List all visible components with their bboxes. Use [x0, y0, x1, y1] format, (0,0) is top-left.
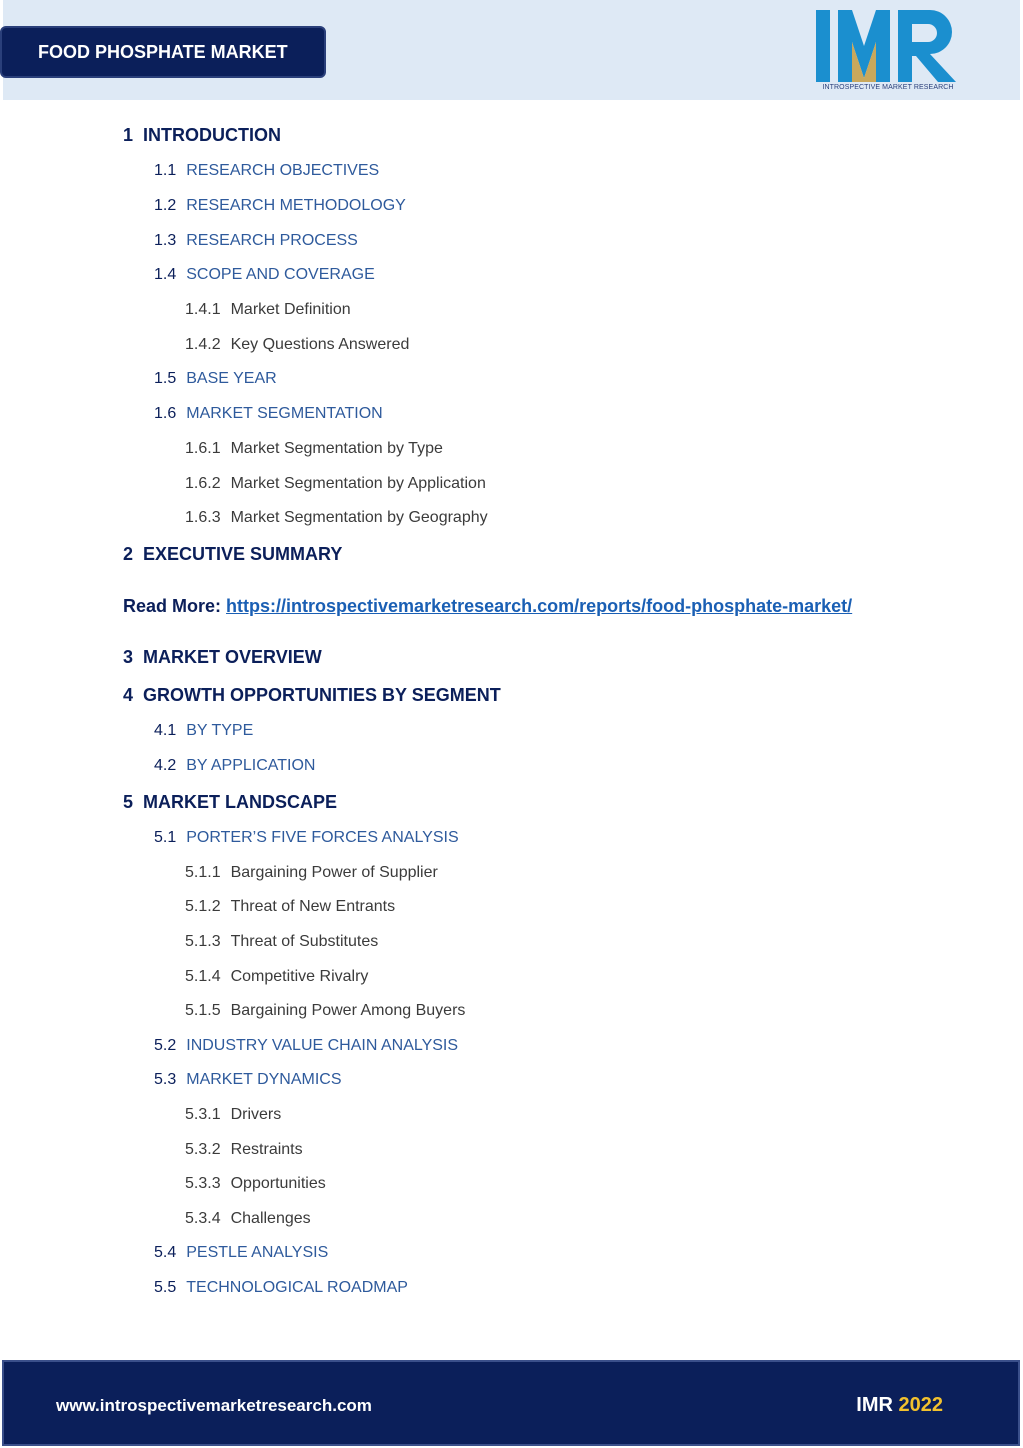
toc-item — [185, 440, 443, 458]
toc-item-label: GROWTH OPPORTUNITIES BY SEGMENT — [143, 685, 501, 705]
toc-item-label: Market Segmentation by Type — [230, 440, 443, 457]
toc-item — [154, 829, 459, 847]
toc-item — [185, 336, 409, 354]
toc-item-label: EXECUTIVE SUMMARY — [143, 544, 343, 564]
toc-item-label: TECHNOLOGICAL ROADMAP — [186, 1279, 408, 1296]
toc-item — [154, 370, 277, 388]
toc-item-label: RESEARCH OBJECTIVES — [186, 162, 380, 179]
toc-item — [185, 864, 438, 882]
toc-item — [154, 197, 406, 215]
toc-item — [185, 933, 378, 951]
toc-item — [185, 1002, 465, 1020]
toc-item-number: 2 — [123, 544, 134, 564]
toc-item-label: Competitive Rivalry — [230, 968, 369, 985]
toc-item-number: 4 — [123, 685, 134, 705]
toc-item-number: 1.6.2 — [185, 475, 221, 492]
toc-item-number: 1.2 — [154, 197, 177, 214]
footer-brand — [856, 1394, 943, 1417]
toc-item-label: MARKET SEGMENTATION — [186, 405, 383, 422]
footer-website[interactable]: www.introspectivemarketresearch.com — [56, 1396, 372, 1415]
toc-item-number: 1.3 — [154, 232, 177, 249]
toc-item-label: MARKET OVERVIEW — [143, 647, 322, 667]
toc-item — [123, 125, 281, 146]
toc-item — [154, 1071, 342, 1089]
toc-item — [185, 1106, 281, 1124]
toc-item — [154, 266, 375, 284]
toc-item-number: 5.3.4 — [185, 1210, 221, 1227]
toc-item — [185, 1175, 326, 1193]
toc-item-label: RESEARCH METHODOLOGY — [186, 197, 406, 214]
toc-item-label: Challenges — [230, 1210, 311, 1227]
toc-item-label: BY APPLICATION — [186, 757, 316, 774]
toc-item — [185, 1210, 311, 1228]
toc-item-number: 5.4 — [154, 1244, 177, 1261]
toc-item-label: Threat of Substitutes — [230, 933, 379, 950]
toc-item-number: 1.6.3 — [185, 509, 221, 526]
toc-item-number: 5.3.2 — [185, 1141, 221, 1158]
toc-item — [185, 1141, 303, 1159]
toc-item-label: Drivers — [230, 1106, 282, 1123]
footer-brand-name: IMR — [856, 1394, 893, 1416]
toc-item — [185, 898, 395, 916]
read-more-link[interactable]: https://introspectivemarketresearch.com/reports/food-phosphate-market/ — [226, 596, 853, 616]
toc-item-number: 1.6.1 — [185, 440, 221, 457]
toc-item — [123, 647, 322, 668]
read-more-label: Read More: — [123, 596, 222, 616]
toc-item-number: 5 — [123, 792, 134, 812]
toc-item-number: 5.1.4 — [185, 968, 221, 985]
toc-item — [154, 1037, 458, 1055]
toc-item — [154, 1279, 408, 1297]
toc-item — [123, 792, 337, 813]
toc-item-number: 1 — [123, 125, 134, 145]
toc-item — [185, 968, 368, 986]
toc-item-number: 5.1.2 — [185, 898, 221, 915]
toc-item-label: Market Segmentation by Geography — [230, 509, 488, 526]
toc-item-label: BY TYPE — [186, 722, 254, 739]
toc-item-number: 5.2 — [154, 1037, 177, 1054]
toc-item-label: PESTLE ANALYSIS — [186, 1244, 329, 1261]
toc-item-number: 5.5 — [154, 1279, 177, 1296]
toc-item-number: 1.1 — [154, 162, 177, 179]
toc-item-number: 5.1.5 — [185, 1002, 221, 1019]
toc-item-label: Opportunities — [230, 1175, 326, 1192]
toc-item-label: Threat of New Entrants — [230, 898, 396, 915]
read-more — [123, 596, 852, 617]
toc-item — [154, 1244, 328, 1262]
toc-item-number: 3 — [123, 647, 134, 667]
toc-item-label: Restraints — [230, 1141, 303, 1158]
toc-item-label: BASE YEAR — [186, 370, 277, 387]
toc-item-number: 5.1 — [154, 829, 177, 846]
toc-item — [154, 722, 253, 740]
toc-item-number: 1.4.2 — [185, 336, 221, 353]
toc-item-label: INDUSTRY VALUE CHAIN ANALYSIS — [186, 1037, 459, 1054]
toc-item-label: INTRODUCTION — [143, 125, 282, 145]
footer — [2, 1360, 1020, 1446]
toc-item — [154, 232, 358, 250]
toc-item-label: Bargaining Power Among Buyers — [230, 1002, 466, 1019]
toc-item-number: 5.3.3 — [185, 1175, 221, 1192]
toc-item-number: 1.4.1 — [185, 301, 221, 318]
toc-item-number: 5.1.3 — [185, 933, 221, 950]
logo-subtitle: INTROSPECTIVE MARKET RESEARCH — [822, 84, 954, 91]
toc-item-label: RESEARCH PROCESS — [186, 232, 358, 249]
toc-item-label: MARKET LANDSCAPE — [143, 792, 338, 812]
toc-item-label: Key Questions Answered — [230, 336, 410, 353]
toc-item-label: Market Definition — [230, 301, 351, 318]
toc-item-number: 5.3.1 — [185, 1106, 221, 1123]
toc-item — [185, 509, 488, 527]
toc-item-label: Market Segmentation by Application — [230, 475, 486, 492]
toc-item — [185, 301, 351, 319]
toc-item-number: 1.5 — [154, 370, 177, 387]
report-title: FOOD PHOSPHATE MARKET — [38, 41, 288, 62]
toc-item-number: 5.1.1 — [185, 864, 221, 881]
toc-item — [123, 544, 342, 565]
toc-item — [154, 162, 379, 180]
toc-item-label: Bargaining Power of Supplier — [230, 864, 438, 881]
toc-item — [154, 757, 315, 775]
toc-item-number: 5.3 — [154, 1071, 177, 1088]
toc-item-number: 1.6 — [154, 405, 177, 422]
toc-item — [154, 405, 383, 423]
toc-item-label: PORTER’S FIVE FORCES ANALYSIS — [186, 829, 459, 846]
toc-item-number: 4.1 — [154, 722, 177, 739]
toc-item — [185, 475, 486, 493]
toc-item-number: 1.4 — [154, 266, 177, 283]
toc-item-number: 4.2 — [154, 757, 177, 774]
footer-year: 2022 — [898, 1394, 943, 1416]
toc-item-label: MARKET DYNAMICS — [186, 1071, 342, 1088]
toc-item-label: SCOPE AND COVERAGE — [186, 266, 375, 283]
toc-item — [123, 685, 501, 706]
